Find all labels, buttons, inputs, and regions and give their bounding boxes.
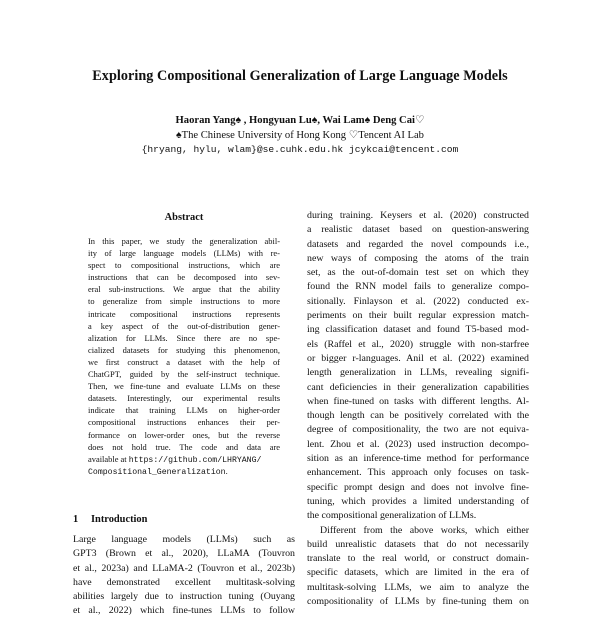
right-line: ing classification dataset and found T5-based mod- xyxy=(307,324,529,336)
abstract-url-prefix: available at xyxy=(88,453,129,464)
intro-line: et al., 2022) which fine-tunes LLMs to follow xyxy=(73,605,295,617)
right-line: specific prompt design and does not involve fine- xyxy=(307,481,529,493)
right-line: sition as an inference-time method for performance xyxy=(307,453,529,465)
right-line: periments on their built regular expression match- xyxy=(307,310,529,322)
abstract-line: cialized datasets for studying this phenomenon, xyxy=(88,344,280,355)
abstract-line: formance on lower-order ones, but the reverse xyxy=(88,429,280,440)
abstract-line: a key aspect of the out-of-distribution gener- xyxy=(88,320,280,331)
right-para2-line: Different from the above works, which either xyxy=(320,524,529,536)
right-line: sitionally. Finlayson et al. (2022) conducted ex- xyxy=(307,295,529,307)
right-line: the compositional generalization of LLMs. xyxy=(307,510,477,522)
abstract-line: alization for LLMs. Since there are no spe- xyxy=(88,332,280,343)
author-emails: {hryang, hylu, wlam}@se.cuhk.edu.hk jcykcai@tencent.com xyxy=(141,144,459,155)
author-list: Haoran Yang♠ , Hongyuan Lu♠, Wai Lam♠ Deng Cai♡ xyxy=(175,115,425,126)
right-line: lent. Zhou et al. (2023) used instruction decompo- xyxy=(307,438,529,450)
abstract-url-line-2 xyxy=(88,465,280,477)
right-line: or bigger r-languages. Anil et al. (2022) examined xyxy=(307,352,529,364)
abstract-line: ChatGPT, guided by the self-instruct technique. xyxy=(88,369,280,380)
intro-line: et al., 2023a) and LLaMA-2 (Touvron et al., 2023b) xyxy=(73,562,295,574)
abstract-url-line xyxy=(88,453,280,465)
intro-line: abilities largely due to instruction tuning (Ouyang xyxy=(73,591,295,603)
right-line: tuning, which provides a limited understanding of xyxy=(307,495,529,507)
abstract-body xyxy=(88,235,280,477)
right-line: set, as the out-of-domain test set on which they xyxy=(307,267,529,279)
section-title: Introduction xyxy=(91,514,148,525)
abstract-line: we first construct a dataset with the help of xyxy=(88,356,280,367)
abstract-line: ity of large language models (LLMs) with re- xyxy=(88,248,280,259)
section-number: 1 xyxy=(73,514,79,525)
introduction-body xyxy=(73,533,295,619)
code-url-link[interactable]: https://github.com/LHRYANG/ xyxy=(128,455,262,465)
right-line: cant deficiencies in their generalization capabilities xyxy=(307,381,529,393)
right-line: els (Raffel et al., 2020) struggle with non-starfree xyxy=(307,338,529,350)
abstract-line: indicate that training LLMs on higher-order xyxy=(88,405,280,416)
affiliations: ♠The Chinese University of Hong Kong ♡Tencent AI Lab xyxy=(176,130,424,141)
right-line: datasets and regarded the novel compounds i.e., xyxy=(307,238,529,250)
abstract-line: instructions that can be decomposed into sev- xyxy=(88,272,280,283)
right-column-body xyxy=(307,209,529,609)
right-para2-line: multitask-solving LLMs, we aim to analyze the xyxy=(307,581,529,593)
paper-title: Exploring Compositional Generalization of Large Language Models xyxy=(92,68,508,84)
abstract-line: spect to compositional instructions, which are xyxy=(88,260,280,271)
right-line: degree of compositionality, the two are not equiva- xyxy=(307,424,529,436)
right-line: during training. Keysers et al. (2020) constructed xyxy=(307,210,529,221)
abstract-line: eral sub-instructions. We argue that the ability xyxy=(88,284,280,295)
right-para2-line: build unrealistic datasets that do not necessarily xyxy=(307,538,529,550)
abstract-line: In this paper, we study the generalization abil- xyxy=(88,236,280,246)
intro-line: have demonstrated excellent multitask-solving xyxy=(73,576,295,588)
right-line: when fine-tuned on tasks with different lengths. Al- xyxy=(307,395,529,407)
right-line: though length can be positively correlated with the xyxy=(307,410,529,422)
right-para2-line: specific datasets, which are limited in the era of xyxy=(307,567,529,579)
abstract-line: Then, we fine-tune and evaluate LLMs on these xyxy=(88,381,280,392)
abstract-line: datasets. Interestingly, our experimental results xyxy=(88,393,280,404)
intro-line: Large language models (LLMs) such as xyxy=(73,534,295,545)
right-line: a realistic dataset based on question-answering xyxy=(307,224,529,236)
right-para2-line: translate to the real world, or construct domain- xyxy=(307,553,529,565)
intro-line: GPT3 (Brown et al., 2020), LLaMA (Touvron xyxy=(73,548,295,560)
right-line: length generalization in LLMs, revealing signifi- xyxy=(307,367,529,379)
abstract-line: does not hold true. The code and data are xyxy=(88,441,280,452)
right-line: new ways of composing the atoms of the train xyxy=(307,252,529,264)
abstract-line: to generalize from simple instructions to more xyxy=(88,296,280,307)
right-line: enhancement. This approach only focuses on task- xyxy=(307,467,529,479)
abstract-line: intricate compositional instructions represents xyxy=(88,308,280,319)
section-heading-introduction xyxy=(73,514,147,525)
right-line: found the RNN model fails to generalize compo- xyxy=(307,281,529,293)
abstract-heading: Abstract xyxy=(164,212,204,223)
abstract-url-suffix: . xyxy=(225,465,228,476)
abstract-line: compositional instructions enhances their per- xyxy=(88,417,280,428)
code-url-link-cont[interactable]: Compositional_Generalization xyxy=(88,467,226,477)
right-para2-line: compositionality of LLMs by fine-tuning them on xyxy=(307,596,529,608)
